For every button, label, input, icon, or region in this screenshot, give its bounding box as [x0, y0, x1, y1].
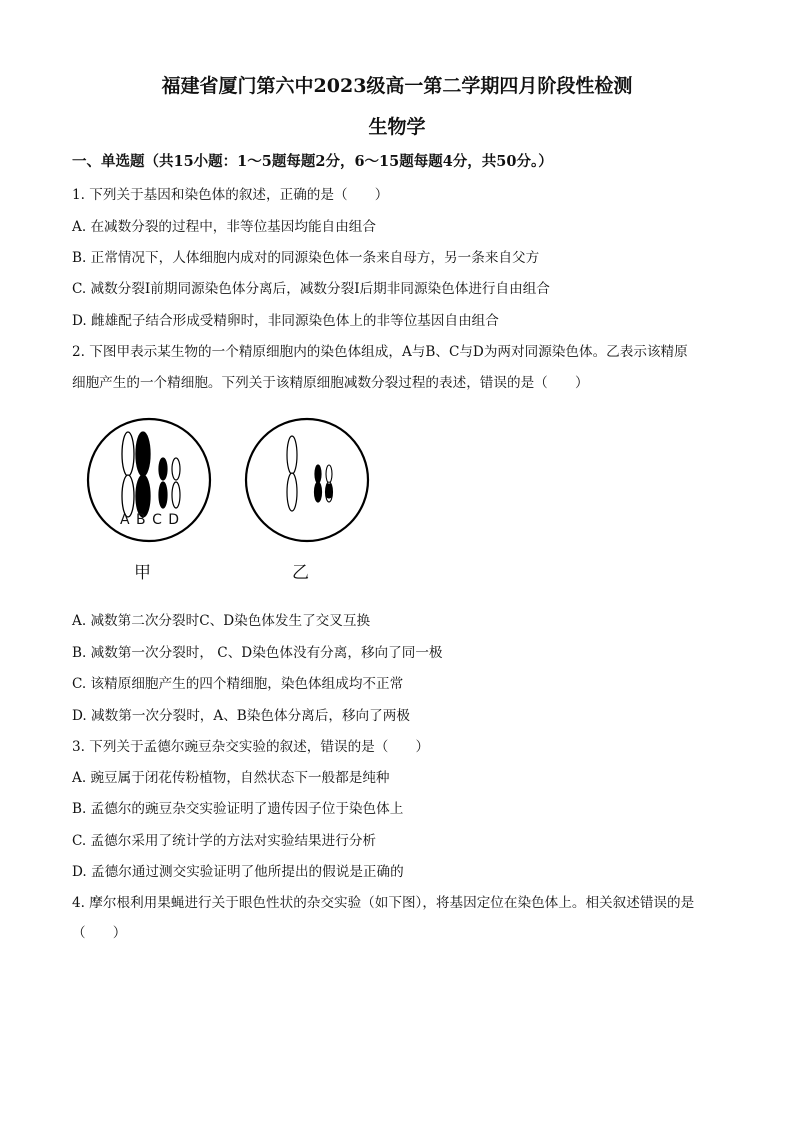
- question-1-option-c: C. 减数分裂Ⅰ前期同源染色体分离后，减数分裂Ⅰ后期非同源染色体进行自由组合: [72, 281, 550, 297]
- question-1-option-a: A. 在减数分裂的过程中，非等位基因均能自由组合: [72, 219, 376, 235]
- chromosome-diagram: [80, 408, 400, 588]
- exam-subject: 生物学: [368, 116, 426, 138]
- question-4-stem-line2: （ ）: [72, 925, 127, 941]
- cell-yi-outline: [246, 419, 368, 541]
- chromosome-b: [136, 432, 150, 517]
- chromosome-yi-c: [315, 465, 322, 502]
- exam-title: 福建省厦门第六中2023级高一第二学期四月阶段性检测: [161, 75, 633, 97]
- cell-jia-letters: A B C D: [120, 512, 181, 528]
- question-3-option-a: A. 豌豆属于闭花传粉植物，自然状态下一般都是纯种: [72, 770, 390, 786]
- question-1-option-b: B. 正常情况下，人体细胞内成对的同源染色体一条来自母方，另一条来自父方: [72, 250, 540, 266]
- question-1-stem: 1. 下列关于基因和染色体的叙述，正确的是（ ）: [72, 187, 389, 203]
- cell-yi-label: 乙: [292, 563, 309, 583]
- question-2-option-b: B. 减数第一次分裂时， C、D染色体没有分离，移向了同一极: [72, 645, 443, 661]
- question-4-stem-line1: 4. 摩尔根利用果蝇进行关于眼色性状的杂交实验（如下图），将基因定位在染色体上。相关叙述错误的是: [72, 895, 695, 911]
- chromosome-d: [172, 458, 180, 508]
- question-3-option-b: B. 孟德尔的豌豆杂交实验证明了遗传因子位于染色体上: [72, 801, 404, 817]
- question-2-option-c: C. 该精原细胞产生的四个精细胞，染色体组成均不正常: [72, 676, 404, 692]
- chromosome-figure: [80, 408, 400, 588]
- chromosome-yi-d2: [327, 484, 332, 498]
- chromosome-yi-a: [287, 436, 297, 511]
- question-2-stem-line2: 细胞产生的一个精细胞。下列关于该精原细胞减数分裂过程的表述，错误的是（ ）: [72, 375, 589, 391]
- question-2-stem-line1: 2. 下图甲表示某生物的一个精原细胞内的染色体组成，A与B、C与D为两对同源染色体。乙表示该精原: [72, 344, 688, 360]
- question-3-option-d: D. 孟德尔通过测交实验证明了他所提出的假说是正确的: [72, 864, 404, 880]
- chromosome-a: [122, 432, 134, 517]
- chromosome-c: [159, 458, 167, 508]
- question-1-option-d: D. 雌雄配子结合形成受精卵时，非同源染色体上的非等位基因自由组合: [72, 313, 499, 329]
- cell-jia-label: 甲: [134, 563, 151, 583]
- question-3-option-c: C. 孟德尔采用了统计学的方法对实验结果进行分析: [72, 833, 377, 849]
- question-2-option-d: D. 减数第一次分裂时，A、B染色体分离后，移向了两极: [72, 708, 410, 724]
- question-3-stem: 3. 下列关于孟德尔豌豆杂交实验的叙述，错误的是（ ）: [72, 739, 430, 755]
- question-2-option-a: A. 减数第二次分裂时C、D染色体发生了交叉互换: [72, 613, 371, 629]
- section-heading: 一、单选题（共15小题：1～5题每题2分，6～15题每题4分，共50分。）: [72, 153, 553, 170]
